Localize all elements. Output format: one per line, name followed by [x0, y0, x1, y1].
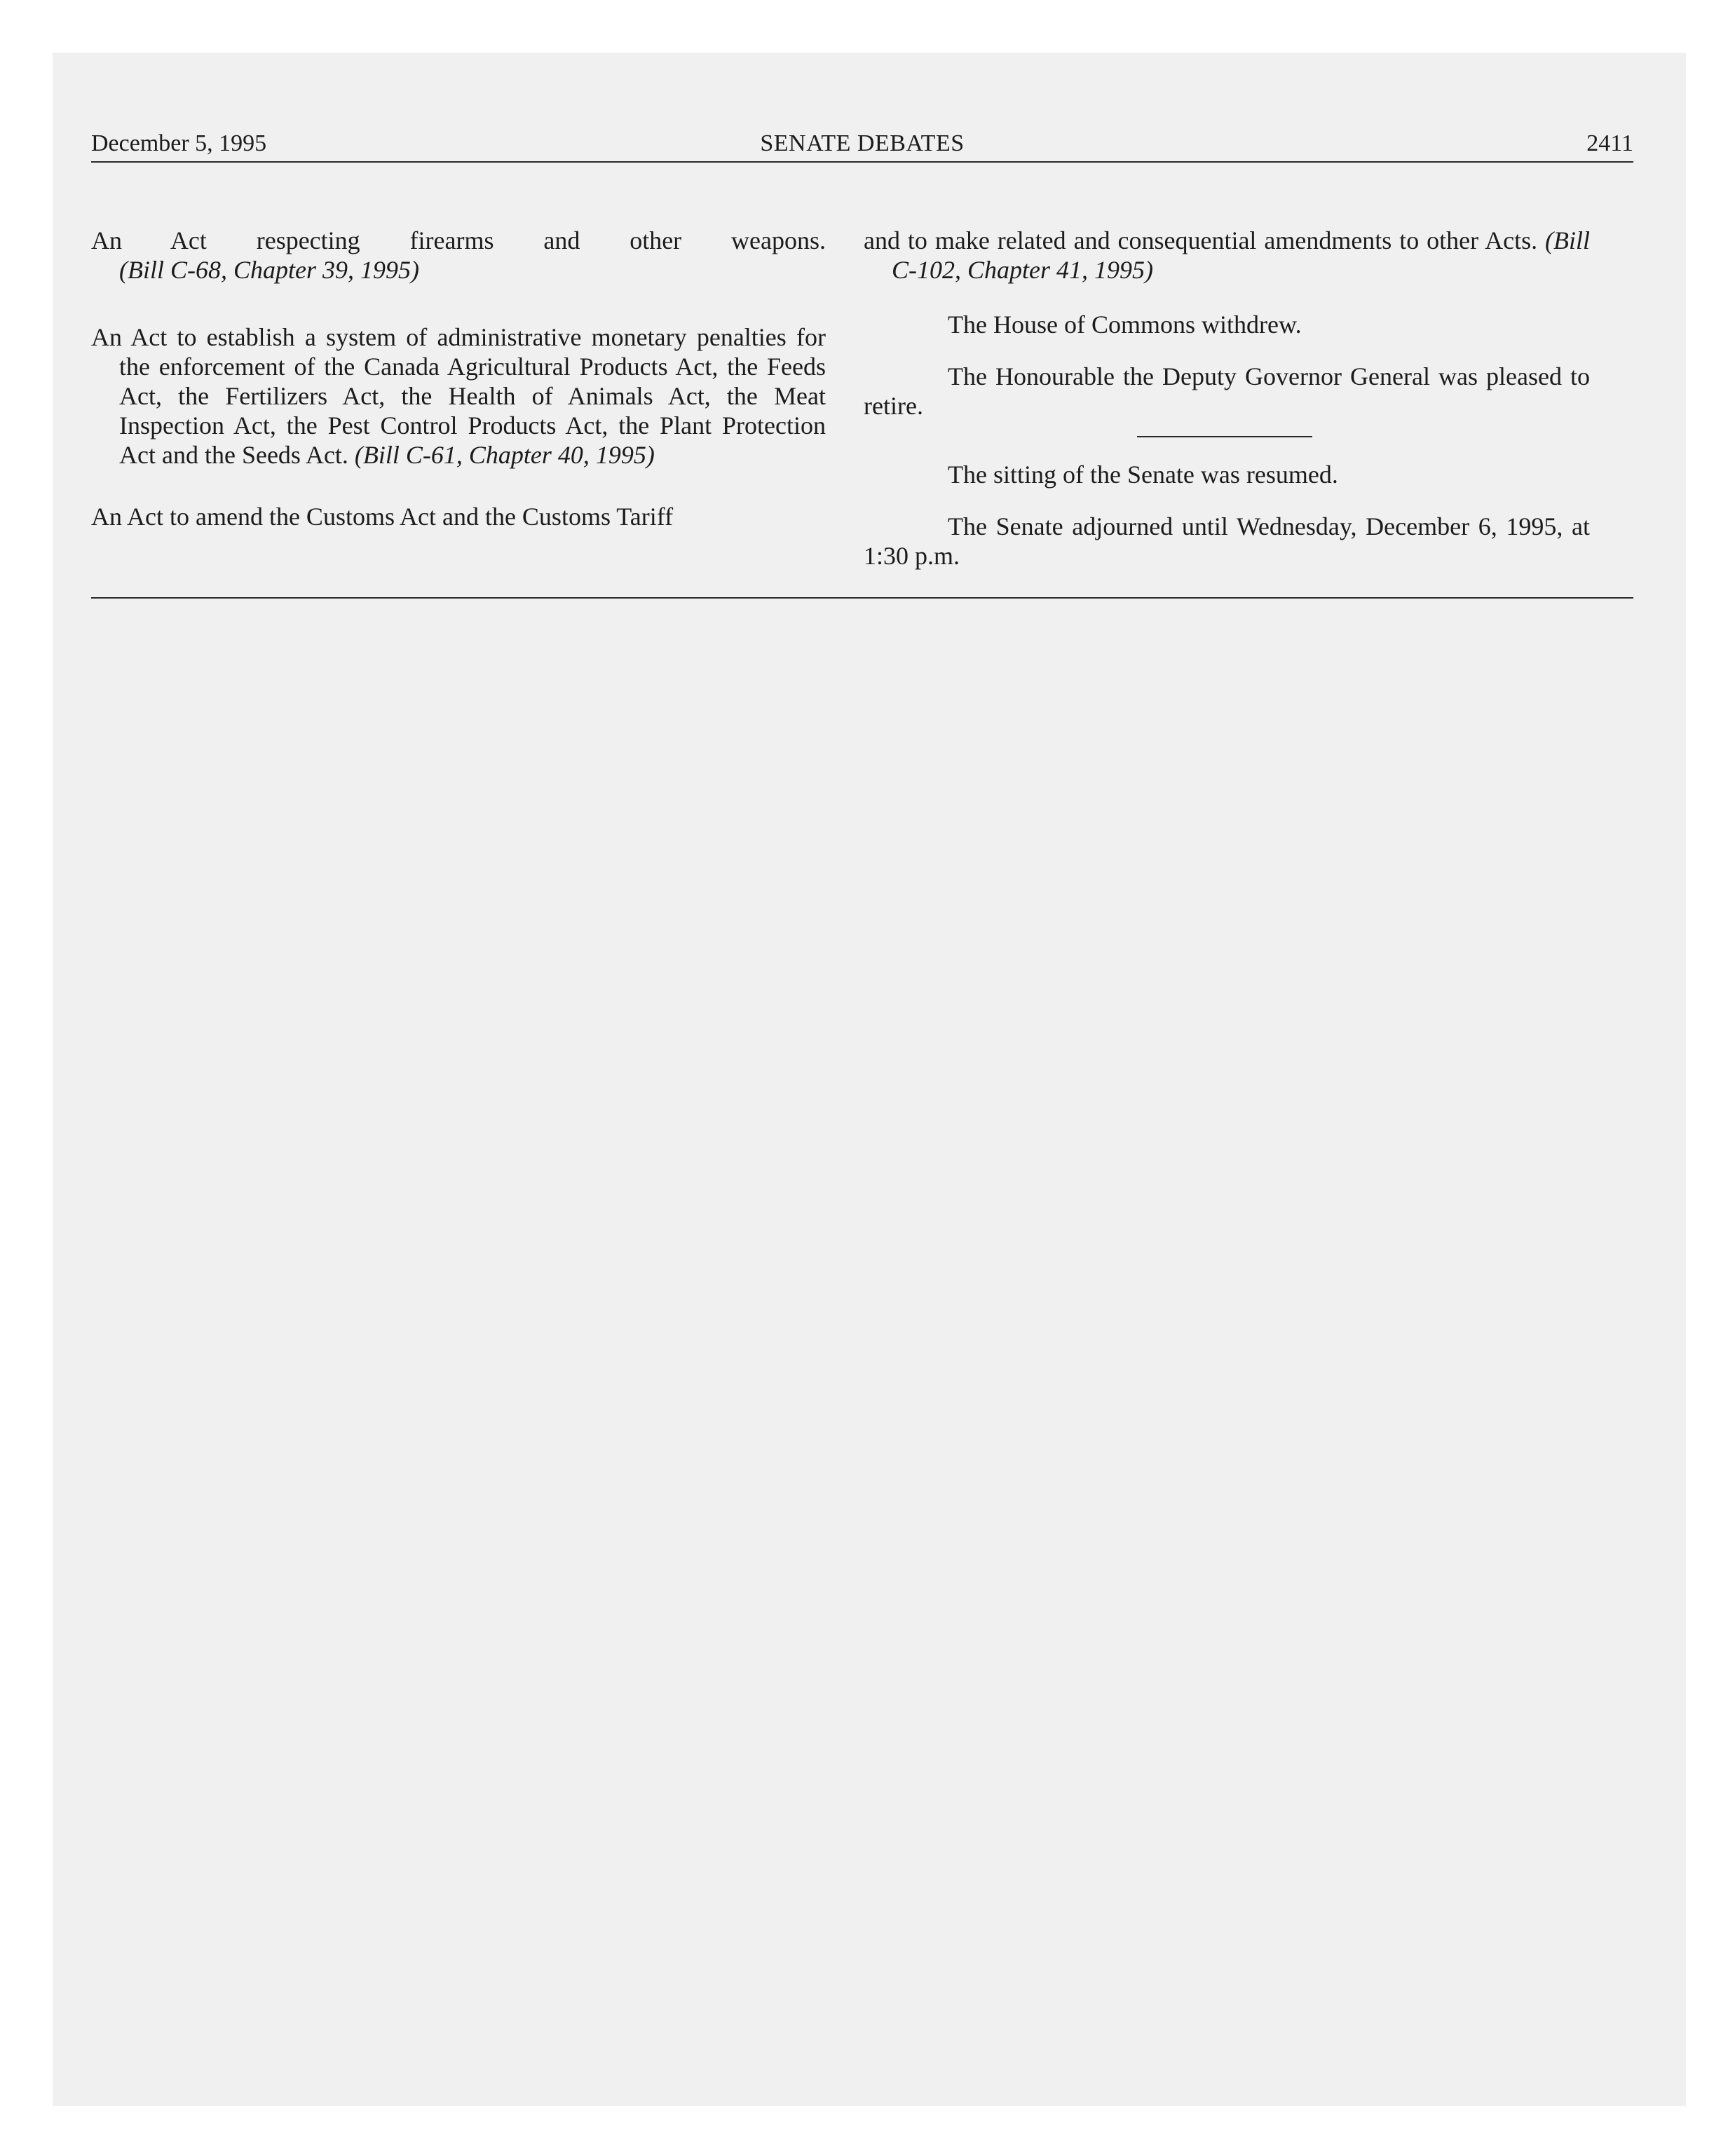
- act-monetary-penalties-citation: (Bill C-61, Chapter 40, 1995): [354, 441, 655, 469]
- act-monetary-penalties-title: An Act to establish a system of administrative monetary penalties for the enforcement of the Canada Agricultural Products Act, the Feeds Act, the Fertilizers Act, the Health of Animals Act, the Meat Inspection Act, the Pest Control Products Act, the Plant Protection Act and the Seeds Act.: [91, 323, 826, 469]
- header-title: SENATE DEBATES: [760, 130, 965, 156]
- right-column: [864, 226, 1590, 571]
- act-customs-continued-text: and to make related and consequential amendments to other Acts.: [864, 226, 1538, 254]
- act-firearms-title: An Act respecting firearms and other weapons.: [91, 226, 826, 254]
- commons-withdrew: The House of Commons withdrew.: [948, 311, 1302, 339]
- section-divider: [1137, 436, 1312, 437]
- act-customs: [91, 502, 826, 531]
- sitting-resumed: The sitting of the Senate was resumed.: [948, 460, 1338, 489]
- closing-rule: [91, 597, 1633, 599]
- header-date: December 5, 1995: [91, 130, 267, 156]
- deputy-governor-retired: The Honourable the Deputy Governor General was pleased to retire.: [864, 362, 1590, 420]
- header-rule: [91, 161, 1633, 163]
- page-number: 2411: [1586, 130, 1633, 156]
- act-customs-continued: [864, 226, 1590, 285]
- running-header: [91, 126, 1633, 161]
- act-monetary-penalties: [91, 322, 826, 470]
- act-firearms-citation: (Bill C-68, Chapter 39, 1995): [119, 256, 419, 284]
- act-firearms: [91, 226, 826, 285]
- senate-adjourned: The Senate adjourned until Wednesday, December 6, 1995, at 1:30 p.m.: [864, 512, 1590, 570]
- act-customs-title: An Act to amend the Customs Act and the Customs Tariff: [91, 503, 674, 531]
- act-customs-citation: (Bill C-102, Chapter 41, 1995): [892, 226, 1591, 284]
- left-column: [91, 226, 826, 531]
